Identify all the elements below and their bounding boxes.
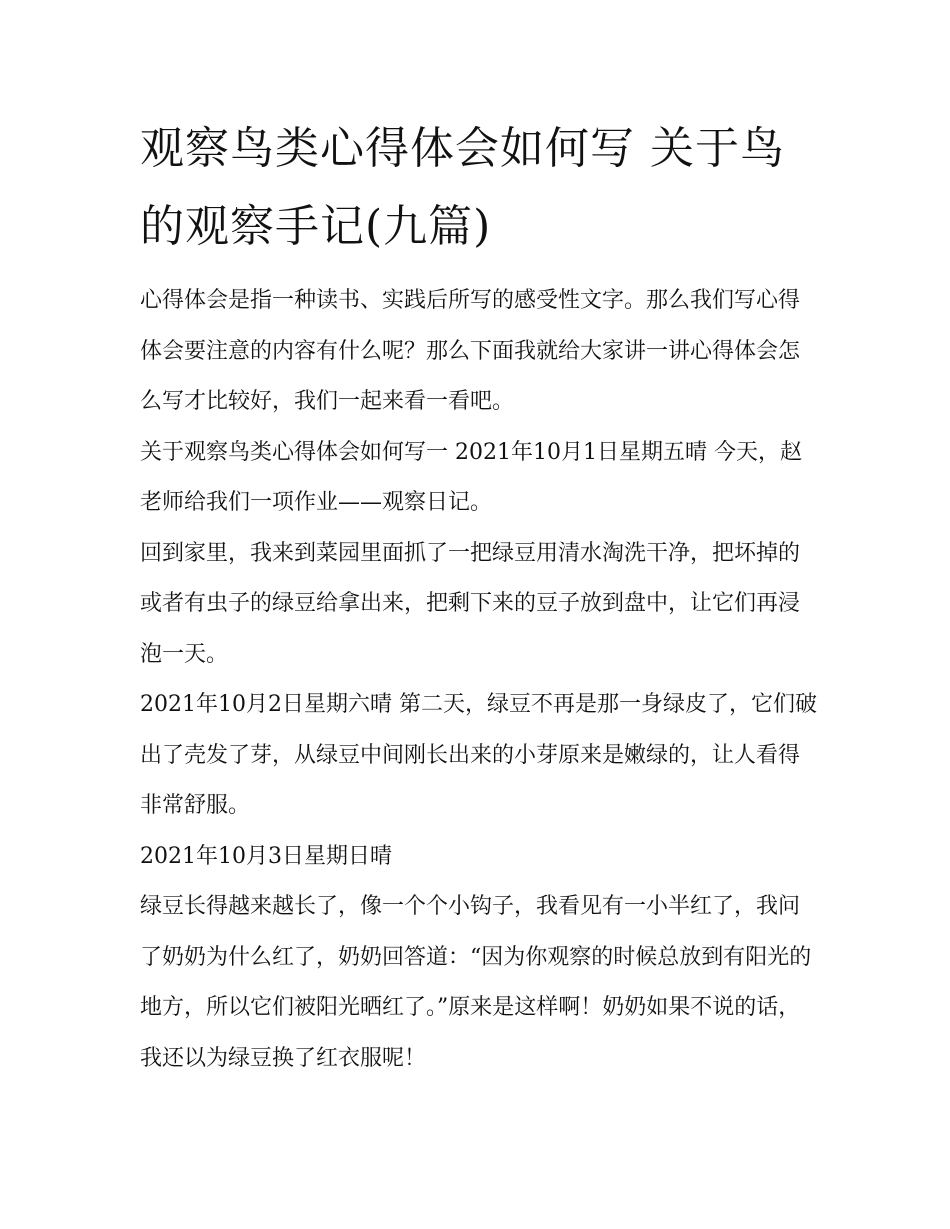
document-title: 观察鸟类心得体会如何写 关于鸟的观察手记(九篇) — [140, 123, 785, 252]
paragraph-day-two: 2021年10月2日星期六晴 第二天，绿豆不再是那一身绿皮了，它们破出了壳发了芽，从绿豆中间刚长出来的小芽原来是嫩绿的，让人看得非常舒服。 — [140, 692, 817, 818]
paragraph-day-three: 绿豆长得越来越长了，像一个个小钩子，我看见有一小半红了，我问了奶奶为什么红了，奶奶回答道：“因为你观察的时候总放到有阳光的地方，所以它们被阳光晒红了。”原来是这样啊！奶奶如果不说的话，我还以为绿豆换了红衣服呢！ — [140, 894, 812, 1071]
paragraph-intro: 心得体会是指一种读书、实践后所写的感受性文字。那么我们写心得体会要注意的内容有什么呢？那么下面我就给大家讲一讲心得体会怎么写才比较好，我们一起来看一看吧。 — [140, 288, 801, 414]
paragraph-heading-one: 关于观察鸟类心得体会如何写一 2021年10月1日星期五晴 今天，赵老师给我们一项作业——观察日记。 — [140, 439, 802, 515]
document-body — [140, 276, 820, 1084]
paragraph-day-three-date: 2021年10月3日星期日晴 — [140, 843, 392, 869]
paragraph-day-one: 回到家里，我来到菜园里面抓了一把绿豆用清水淘洗干净，把坏掉的或者有虫子的绿豆给拿出来，把剩下来的豆子放到盘中，让它们再浸泡一天。 — [140, 540, 801, 667]
